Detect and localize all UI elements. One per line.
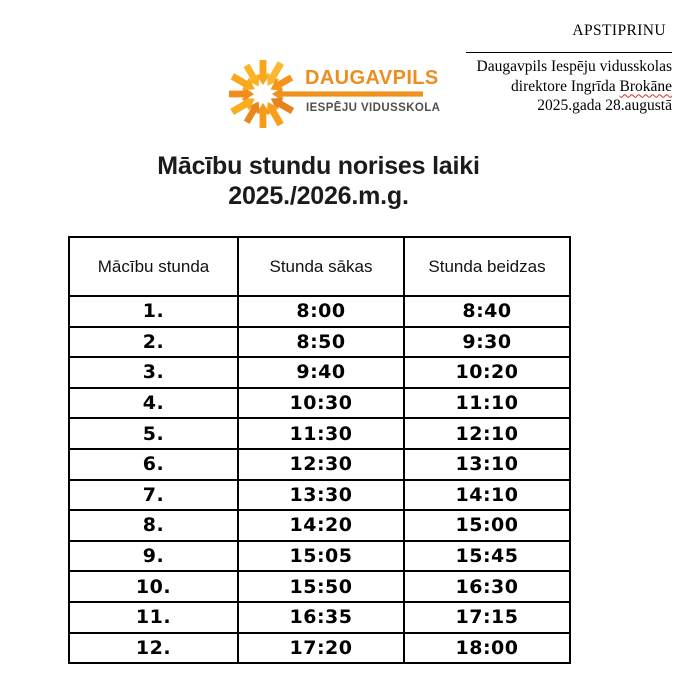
approval-signature-block xyxy=(466,52,672,116)
end-time-cell: 15:00 xyxy=(404,510,570,541)
table-row xyxy=(69,449,570,480)
end-time-cell: 18:00 xyxy=(404,633,570,664)
column-header-ends: Stunda beidzas xyxy=(404,237,570,296)
approval-heading: APSTIPRINU xyxy=(572,22,666,39)
end-time-cell: 11:10 xyxy=(404,388,570,419)
end-time-cell: 16:30 xyxy=(404,571,570,602)
lesson-number-cell: 5. xyxy=(69,418,238,449)
table-row xyxy=(69,633,570,664)
lesson-number-cell: 7. xyxy=(69,480,238,511)
lesson-number-cell: 12. xyxy=(69,633,238,664)
table-header-row xyxy=(69,237,570,296)
lesson-times-table xyxy=(68,236,571,664)
logo-name-text: DAUGAVPILS xyxy=(305,67,439,89)
table-row xyxy=(69,541,570,572)
table-row xyxy=(69,571,570,602)
end-time-cell: 10:20 xyxy=(404,357,570,388)
end-time-cell: 14:10 xyxy=(404,480,570,511)
lesson-number-cell: 1. xyxy=(69,296,238,327)
end-time-cell: 17:15 xyxy=(404,602,570,633)
lesson-number-cell: 11. xyxy=(69,602,238,633)
start-time-cell: 15:50 xyxy=(238,571,404,602)
end-time-cell: 15:45 xyxy=(404,541,570,572)
director-title-text: direktore Ingrīda xyxy=(511,77,616,95)
page-title xyxy=(68,151,569,211)
approval-date-line: 2025.gada 28.augustā xyxy=(537,97,672,114)
start-time-cell: 16:35 xyxy=(238,602,404,633)
start-time-cell: 14:20 xyxy=(238,510,404,541)
start-time-cell: 8:00 xyxy=(238,296,404,327)
table-row xyxy=(69,296,570,327)
lesson-number-cell: 8. xyxy=(69,510,238,541)
table-row xyxy=(69,602,570,633)
start-time-cell: 10:30 xyxy=(238,388,404,419)
title-line2: 2025./2026.m.g. xyxy=(228,182,409,210)
start-time-cell: 17:20 xyxy=(238,633,404,664)
table-row xyxy=(69,327,570,358)
table-row xyxy=(69,388,570,419)
start-time-cell: 12:30 xyxy=(238,449,404,480)
logo-subtitle-text: IESPĒJU VIDUSSKOLA xyxy=(306,102,441,114)
title-line1: Mācību stundu norises laiki xyxy=(157,152,480,180)
table-row xyxy=(69,510,570,541)
lesson-number-cell: 10. xyxy=(69,571,238,602)
lesson-number-cell: 3. xyxy=(69,357,238,388)
end-time-cell: 12:10 xyxy=(404,418,570,449)
start-time-cell: 11:30 xyxy=(238,418,404,449)
start-time-cell: 8:50 xyxy=(238,327,404,358)
director-name-text: Brokāne xyxy=(619,77,672,95)
table-row xyxy=(69,418,570,449)
column-header-lesson: Mācību stunda xyxy=(69,237,238,296)
table-row xyxy=(69,357,570,388)
lesson-number-cell: 6. xyxy=(69,449,238,480)
lesson-number-cell: 2. xyxy=(69,327,238,358)
lesson-number-cell: 4. xyxy=(69,388,238,419)
start-time-cell: 9:40 xyxy=(238,357,404,388)
end-time-cell: 9:30 xyxy=(404,327,570,358)
lesson-number-cell: 9. xyxy=(69,541,238,572)
end-time-cell: 13:10 xyxy=(404,449,570,480)
start-time-cell: 13:30 xyxy=(238,480,404,511)
column-header-starts: Stunda sākas xyxy=(238,237,404,296)
table-row xyxy=(69,480,570,511)
school-logo xyxy=(228,55,441,143)
approval-org-line: Daugavpils Iespēju vidusskolas xyxy=(476,58,672,75)
start-time-cell: 15:05 xyxy=(238,541,404,572)
approval-director-line xyxy=(466,77,672,97)
end-time-cell: 8:40 xyxy=(404,296,570,327)
